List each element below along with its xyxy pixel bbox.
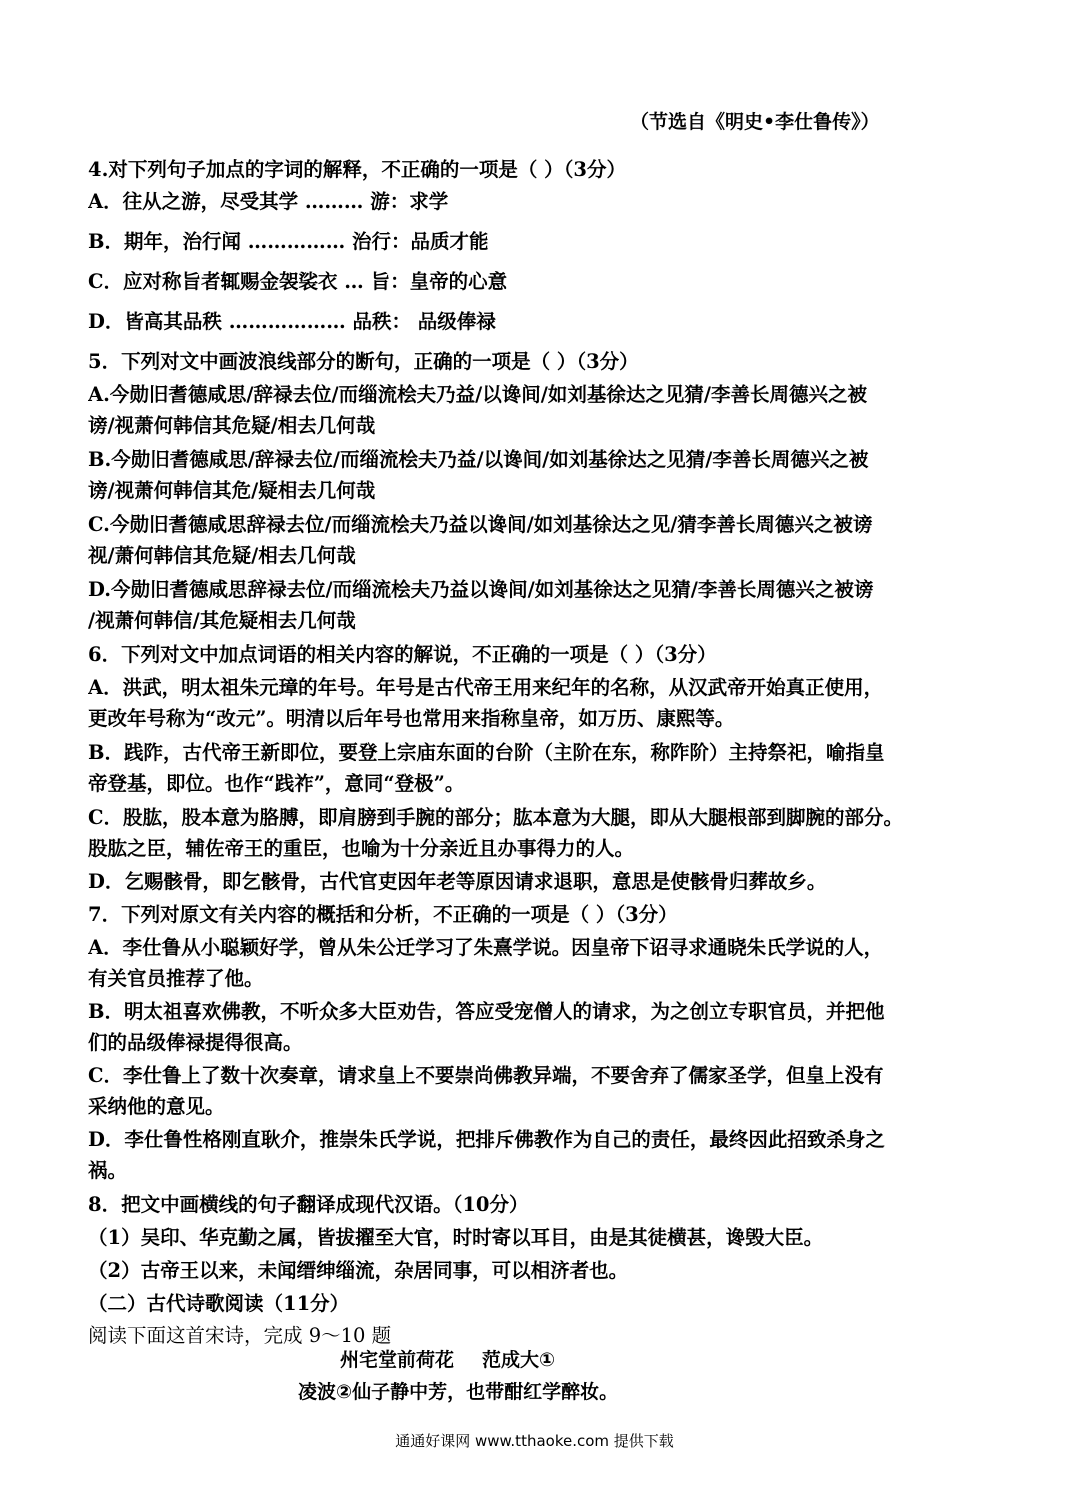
text-line: 阅读下面这首宋诗，完成 9～10 题 xyxy=(88,1324,392,1347)
text-line: 有关官员推荐了他。 xyxy=(88,967,264,990)
text-line: C．李仕鲁上了数十次奏章，请求皇上不要崇尚佛教异端，不要舍弃了儒家圣学，但皇上没有 xyxy=(88,1064,884,1087)
text-line: B．期年，治行闻 …………… 治行：品质才能 xyxy=(88,230,489,253)
text-line: 股肱之臣，辅佐帝王的重臣，也喻为十分亲近且办事得力的人。 xyxy=(88,837,635,860)
poem-line-1: 凌波②仙子静中芳，也带酣红学醉妆。 xyxy=(298,1381,619,1403)
text-line: 7．下列对原文有关内容的概括和分析，不正确的一项是（ ）（3分） xyxy=(88,903,678,926)
text-line: 谤/视萧何韩信其危疑/相去几何哉 xyxy=(88,414,376,437)
text-line: 视/萧何韩信其危疑/相去几何哉 xyxy=(88,544,356,567)
text-line: 5．下列对文中画波浪线部分的断句，正确的一项是（ ）（3分） xyxy=(88,350,639,373)
footer-download-note: 通通好课网 www.tthaoke.com 提供下载 xyxy=(395,1432,674,1450)
text-line: A.今勋旧耆德咸思/辞禄去位/而缁流桧夫乃益/以谗间/如刘基徐达之见猜/李善长周德兴之被 xyxy=(88,383,868,406)
text-line: D.今勋旧耆德咸思辞禄去位/而缁流桧夫乃益以谗间/如刘基徐达之见猜/李善长周德兴之被谤 xyxy=(88,578,874,601)
text-line: B．明太祖喜欢佛教，不听众多大臣劝告，答应受宠僧人的请求，为之创立专职官员，并把他 xyxy=(88,1000,885,1023)
poem-author: 范成大① xyxy=(482,1349,556,1371)
text-line: D．李仕鲁性格刚直耿介，推崇朱氏学说，把排斥佛教作为自己的责任，最终因此招致杀身之 xyxy=(88,1128,885,1151)
text-line: C.今勋旧耆德咸思辞禄去位/而缁流桧夫乃益以谗间/如刘基徐达之见/猜李善长周德兴之被谤 xyxy=(88,513,873,536)
text-line: 4.对下列句子加点的字词的解释，不正确的一项是（ ）（3分） xyxy=(88,158,626,181)
text-line: 祸。 xyxy=(88,1159,128,1182)
text-line: A．李仕鲁从小聪颖好学，曾从朱公迁学习了朱熹学说。因皇帝下诏寻求通晓朱氏学说的人， xyxy=(88,936,884,959)
text-line: 谤/视萧何韩信其危/疑相去几何哉 xyxy=(88,479,376,502)
text-line: 们的品级俸禄提得很高。 xyxy=(88,1031,303,1054)
text-line: A．洪武，明太祖朱元璋的年号。年号是古代帝王用来纪年的名称，从汉武帝开始真正使用， xyxy=(88,676,884,699)
text-line: /视萧何韩信/其危疑相去几何哉 xyxy=(88,609,356,632)
text-line: D．乞赐骸骨，即乞骸骨，古代官吏因年老等原因请求退职，意思是使骸骨归葬故乡。 xyxy=(88,870,827,893)
source-note: （节选自《明史•李仕鲁传》） xyxy=(630,111,880,133)
text-line: 6．下列对文中加点词语的相关内容的解说，不正确的一项是（ ）（3分） xyxy=(88,643,717,666)
text-line: C．股肱，股本意为胳膊，即肩膀到手腕的部分；肱本意为大腿，即从大腿根部到脚腕的部分。 xyxy=(88,806,904,829)
text-line: C．应对称旨者辄赐金袈裟衣 … 旨：皇帝的心意 xyxy=(88,270,508,293)
text-line: 帝登基，即位。也作“践祚”，意同“登极”。 xyxy=(88,772,465,795)
text-line: 8．把文中画横线的句子翻译成现代汉语。（10分） xyxy=(88,1193,529,1216)
text-line: 采纳他的意见。 xyxy=(88,1095,225,1118)
text-line: D．皆高其品秩 ……………… 品秩： 品级俸禄 xyxy=(88,310,496,333)
text-line: B.今勋旧耆德咸思/辞禄去位/而缁流桧夫乃益/以谗间/如刘基徐达之见猜/李善长周德兴之被 xyxy=(88,448,869,471)
text-line: （二）古代诗歌阅读（11分） xyxy=(88,1292,350,1315)
text-line: A．往从之游，尽受其学 ……… 游：求学 xyxy=(88,190,449,213)
text-line: （2）古帝王以来，未闻缙绅缁流，杂居同事，可以相济者也。 xyxy=(88,1259,629,1282)
poem-title: 州宅堂前荷花 xyxy=(340,1349,455,1371)
text-line: B．践阼，古代帝王新即位，要登上宗庙东面的台阶（主阶在东，称阼阶）主持祭祀，喻指皇 xyxy=(88,741,885,764)
poem-heading xyxy=(340,1345,555,1372)
text-line: （1）吴印、华克勤之属，皆拔擢至大官，时时寄以耳目，由是其徒横甚，谗毁大臣。 xyxy=(88,1226,824,1249)
text-line: 更改年号称为“改元”。明清以后年号也常用来指称皇帝，如万历、康熙等。 xyxy=(88,707,735,730)
